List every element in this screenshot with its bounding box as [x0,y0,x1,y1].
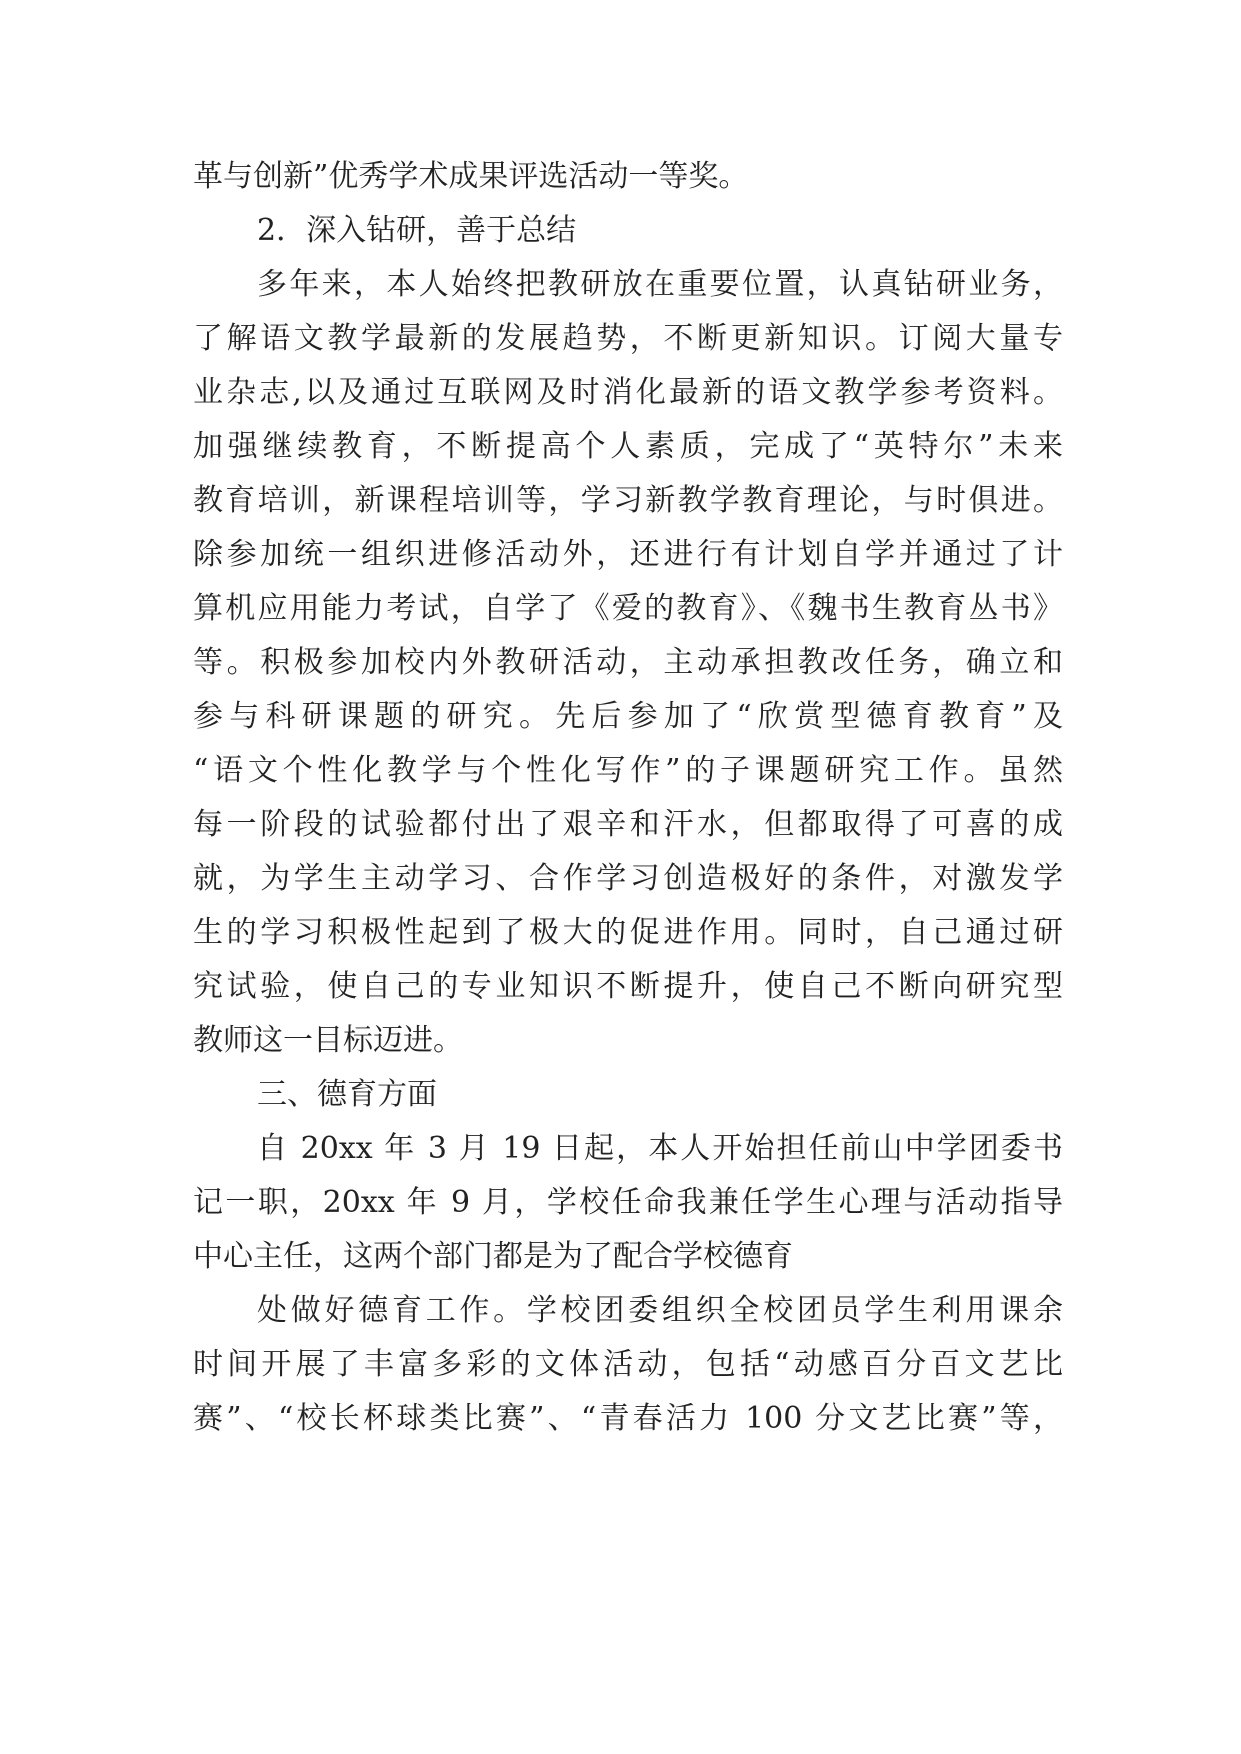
text-line: 赛”、“校长杯球类比赛”、“青春活力 100 分文艺比赛”等， [193,1401,1063,1436]
text-line: 生的学习积极性起到了极大的促进作用。同时，自己通过研 [193,915,1063,950]
section-heading: 2．深入钻研，善于总结 [257,213,577,248]
text-line: 了解语文教学最新的发展趋势，不断更新知识。订阅大量专 [193,321,1063,356]
text-line: 教育培训，新课程培训等，学习新教学教育理论，与时俱进。 [193,483,1063,518]
text-line: 业杂志,以及通过互联网及时消化最新的语文教学参考资料。 [193,375,1063,410]
text-line: 中心主任，这两个部门都是为了配合学校德育 [193,1239,793,1274]
text-line: 教师这一目标迈进。 [193,1023,463,1058]
text-line: 除参加统一组织进修活动外，还进行有计划自学并通过了计 [193,537,1063,572]
text-line: 等。积极参加校内外教研活动，主动承担教改任务，确立和 [193,645,1063,680]
text-line: 就，为学生主动学习、合作学习创造极好的条件，对激发学 [193,861,1063,896]
text-line: 处做好德育工作。学校团委组织全校团员学生利用课余 [257,1293,1063,1328]
text-line: 加强继续教育，不断提高个人素质，完成了“英特尔”未来 [193,429,1063,464]
text-line: 革与创新”优秀学术成果评选活动一等奖。 [193,159,749,194]
text-line: 每一阶段的试验都付出了艰辛和汗水，但都取得了可喜的成 [193,807,1063,842]
text-line: 时间开展了丰富多彩的文体活动，包括“动感百分百文艺比 [193,1347,1063,1382]
text-line: 究试验，使自己的专业知识不断提升，使自己不断向研究型 [193,969,1063,1004]
text-line: 多年来，本人始终把教研放在重要位置，认真钻研业务， [257,267,1063,302]
text-line: 记一职，20xx 年 9 月，学校任命我兼任学生心理与活动指导 [193,1185,1063,1220]
text-line: “语文个性化教学与个性化写作”的子课题研究工作。虽然 [193,753,1063,788]
text-line: 自 20xx 年 3 月 19 日起，本人开始担任前山中学团委书 [257,1131,1063,1166]
section-heading: 三、德育方面 [257,1077,437,1112]
document-page [193,150,1063,1446]
text-line: 参与科研课题的研究。先后参加了“欣赏型德育教育”及 [193,699,1063,734]
text-line: 算机应用能力考试，自学了《爱的教育》、《魏书生教育丛书》 [193,591,1063,626]
